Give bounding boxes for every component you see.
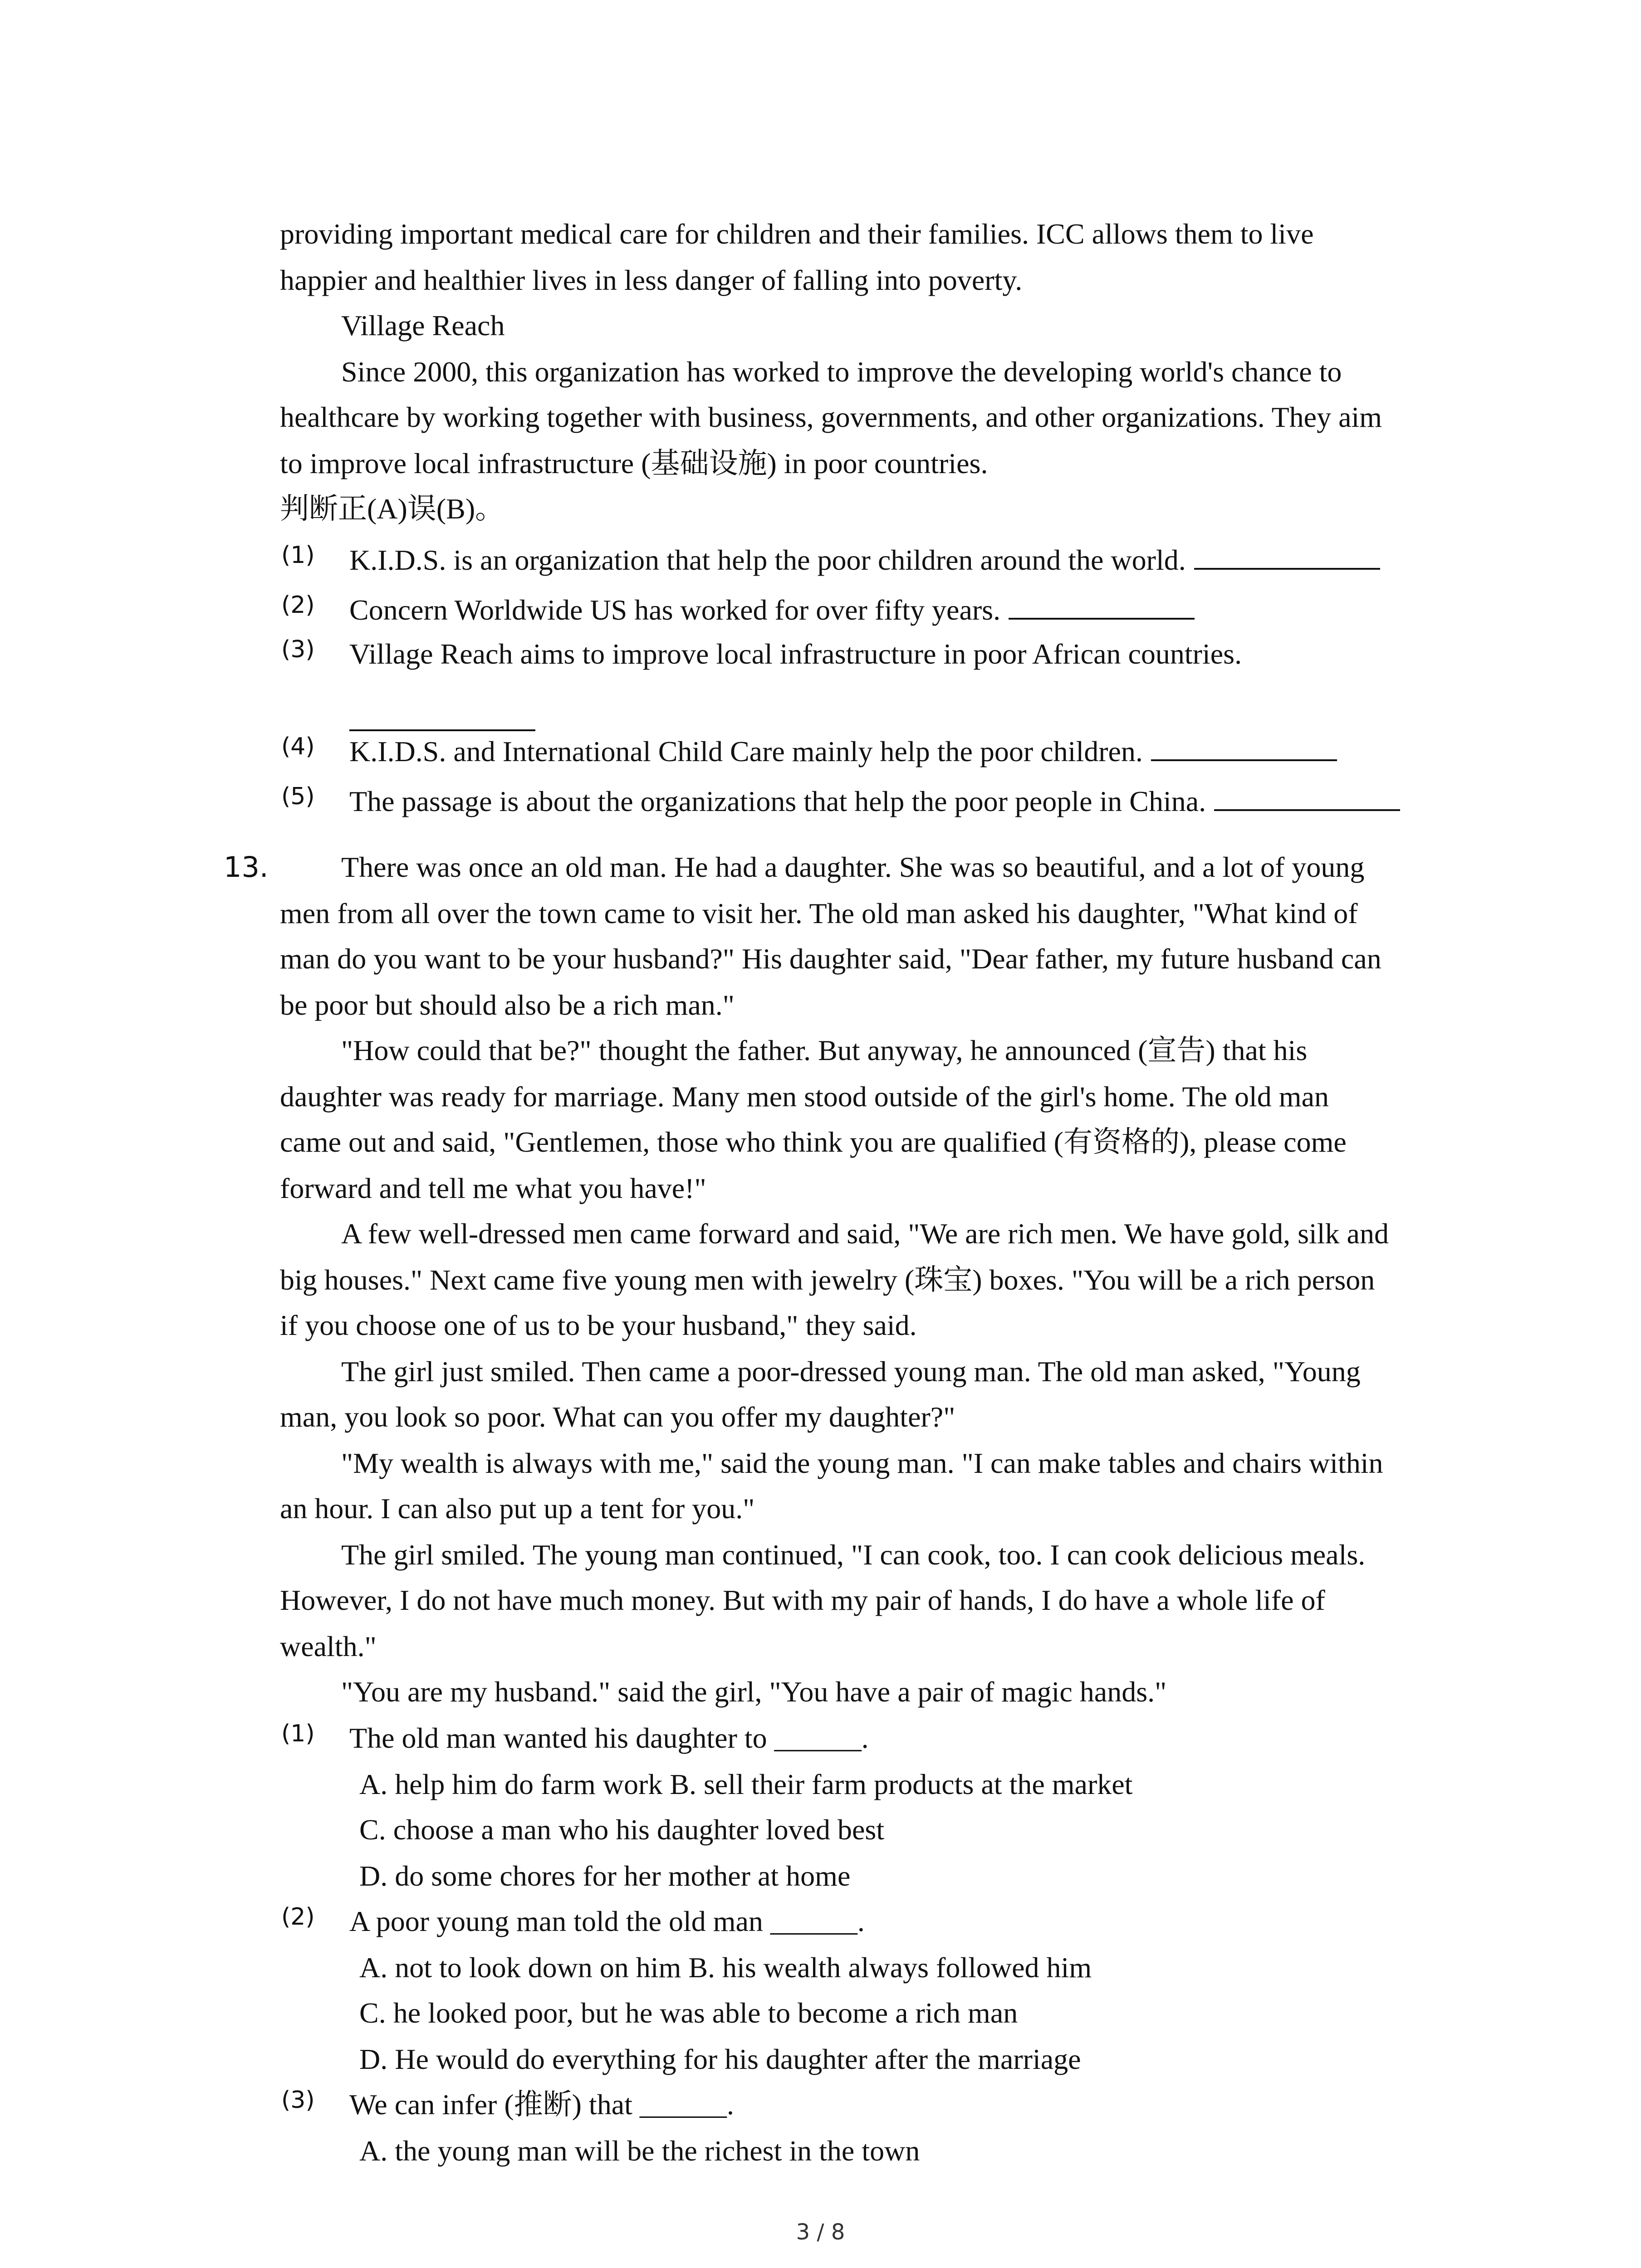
answer-blank[interactable]	[1151, 733, 1337, 761]
question-text-content: The passage is about the organizations that help the poor people in China.	[349, 785, 1206, 817]
question-text	[349, 733, 1337, 770]
question-text: A poor young man told the old man ______.	[349, 1905, 865, 1937]
answer-option[interactable]: C. choose a man who his daughter loved best	[359, 1813, 885, 1846]
passage-line: daughter was ready for marriage. Many men stood outside of the girl's home. The old man	[280, 1080, 1329, 1113]
question-number: (1)	[281, 1720, 315, 1747]
question-number: (5)	[281, 783, 315, 810]
passage-line: happier and healthier lives in less danger of falling into poverty.	[280, 264, 1023, 296]
passage-line: man, you look so poor. What can you offer my daughter?"	[280, 1401, 955, 1433]
question-text-content: K.I.D.S. is an organization that help the poor children around the world.	[349, 544, 1186, 576]
answer-option[interactable]: A. help him do farm work B. sell their farm products at the market	[359, 1768, 1133, 1800]
passage-line: healthcare by working together with business, governments, and other organizations. They aim	[280, 401, 1382, 433]
passage-line: Since 2000, this organization has worked to improve the developing world's chance to	[341, 356, 1342, 388]
answer-option[interactable]: A. not to look down on him B. his wealth always followed him	[359, 1951, 1092, 1984]
question-text	[349, 542, 1380, 578]
page-number: 3 / 8	[796, 2219, 845, 2245]
passage-line: wealth."	[280, 1630, 377, 1662]
passage-line: an hour. I can also put up a tent for you."	[280, 1492, 755, 1525]
question-number: (4)	[281, 733, 315, 760]
passage-line: "My wealth is always with me," said the young man. "I can make tables and chairs within	[341, 1447, 1383, 1479]
section-number: 13.	[224, 850, 269, 884]
question-text-content: K.I.D.S. and International Child Care mainly help the poor children.	[349, 735, 1143, 767]
passage-line: The girl smiled. The young man continued, "I can cook, too. I can cook delicious meals.	[341, 1539, 1366, 1571]
answer-blank[interactable]	[1194, 542, 1380, 570]
question-text	[349, 591, 1195, 628]
passage-line: "How could that be?" thought the father. But anyway, he announced (宣告) that his	[341, 1034, 1308, 1066]
judge-instruction: 判断正(A)误(B)。	[280, 493, 505, 525]
question-number: (3)	[281, 2087, 315, 2114]
answer-blank[interactable]	[1214, 783, 1400, 811]
passage-line: to improve local infrastructure (基础设施) in poor countries.	[280, 447, 988, 479]
passage-line: A few well-dressed men came forward and said, "We are rich men. We have gold, silk and	[341, 1217, 1389, 1250]
question-text: Village Reach aims to improve local infrastructure in poor African countries.	[349, 638, 1242, 670]
question-text-content: Concern Worldwide US has worked for over fifty years.	[349, 594, 1001, 626]
question-number: (1)	[281, 542, 315, 569]
answer-blank[interactable]	[349, 711, 535, 731]
passage-line: be poor but should also be a rich man."	[280, 989, 735, 1021]
passage-line: providing important medical care for children and their families. ICC allows them to live	[280, 218, 1314, 250]
passage-line: The girl just smiled. Then came a poor-dressed young man. The old man asked, "Young	[341, 1355, 1361, 1388]
passage-line: men from all over the town came to visit her. The old man asked his daughter, "What kind of	[280, 897, 1358, 929]
passage-line: There was once an old man. He had a daughter. She was so beautiful, and a lot of young	[341, 851, 1365, 883]
passage-line: came out and said, "Gentlemen, those who think you are qualified (有资格的), please come	[280, 1126, 1347, 1158]
passage-line: big houses." Next came five young men with jewelry (珠宝) boxes. "You will be a rich person	[280, 1264, 1375, 1296]
answer-option[interactable]: D. do some chores for her mother at home	[359, 1860, 851, 1892]
passage-line: forward and tell me what you have!"	[280, 1172, 706, 1204]
passage-line: However, I do not have much money. But with my pair of hands, I do have a whole life of	[280, 1584, 1325, 1616]
question-number: (2)	[281, 591, 315, 619]
section-heading: Village Reach	[341, 309, 505, 342]
answer-blank[interactable]	[1009, 591, 1195, 620]
question-text: The old man wanted his daughter to ______.	[349, 1722, 869, 1754]
answer-option[interactable]: A. the young man will be the richest in the town	[359, 2135, 920, 2167]
answer-option[interactable]: C. he looked poor, but he was able to become a rich man	[359, 1997, 1018, 2029]
passage-line: "You are my husband." said the girl, "You have a pair of magic hands."	[341, 1676, 1167, 1708]
question-text: We can infer (推断) that ______.	[349, 2088, 734, 2121]
question-text	[349, 783, 1400, 820]
question-number: (3)	[281, 636, 315, 663]
answer-option[interactable]: D. He would do everything for his daughter after the marriage	[359, 2043, 1081, 2075]
passage-line: man do you want to be your husband?" His daughter said, "Dear father, my future husband can	[280, 943, 1381, 975]
question-number: (2)	[281, 1903, 315, 1931]
passage-line: if you choose one of us to be your husband," they said.	[280, 1309, 917, 1341]
